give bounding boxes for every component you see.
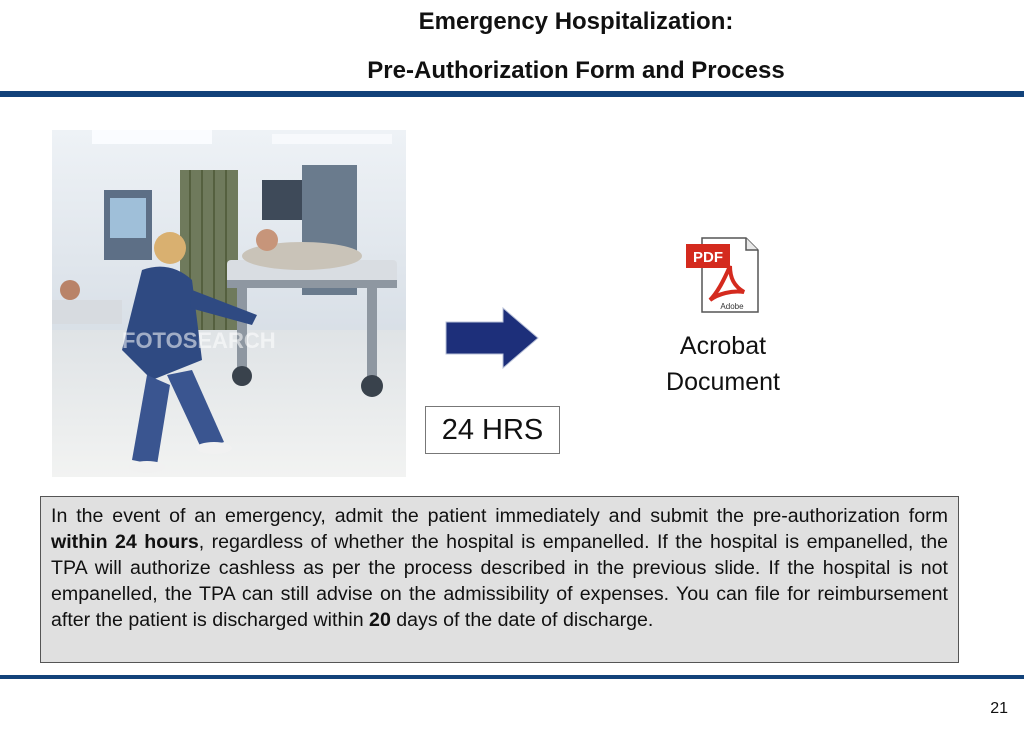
description-text-box bbox=[40, 496, 959, 663]
document-label-line2: Document bbox=[666, 368, 780, 396]
adobe-brand-text: Adobe bbox=[720, 302, 744, 311]
pdf-document-icon bbox=[684, 236, 760, 314]
header-divider bbox=[0, 91, 1024, 97]
right-arrow-icon bbox=[445, 307, 539, 369]
pdf-badge-text: PDF bbox=[693, 249, 723, 266]
body-bold-deadline: within 24 hours bbox=[51, 531, 199, 553]
document-label-line1: Acrobat bbox=[679, 332, 767, 360]
slide-subtitle: Pre-Authorization Form and Process bbox=[367, 57, 785, 84]
emergency-room-photo bbox=[52, 130, 406, 477]
page-number: 21 bbox=[990, 700, 1008, 717]
body-bold-days: 20 bbox=[369, 609, 391, 631]
slide-title: Emergency Hospitalization: bbox=[418, 8, 734, 35]
body-text-part2: , regardless of whether the hospital is empanelled. If the hospital is empanelled, the TPA will authorize cashless as per the process described in the previous slide. If the hospital is not empanelled, the TPA can still advise on the admissibility of expenses. You can file for reimbursement after the patient is discharged within bbox=[51, 531, 949, 631]
document-label bbox=[640, 328, 806, 400]
body-text-part1: In the event of an emergency, admit the patient immediately and submit the pre-authorization form bbox=[51, 505, 948, 527]
time-limit-label: 24 HRS bbox=[425, 406, 560, 454]
photo-watermark: FOTOSEARCH bbox=[122, 328, 276, 353]
body-text-part3: days of the date of discharge. bbox=[390, 609, 654, 631]
footer-divider bbox=[0, 675, 1024, 679]
